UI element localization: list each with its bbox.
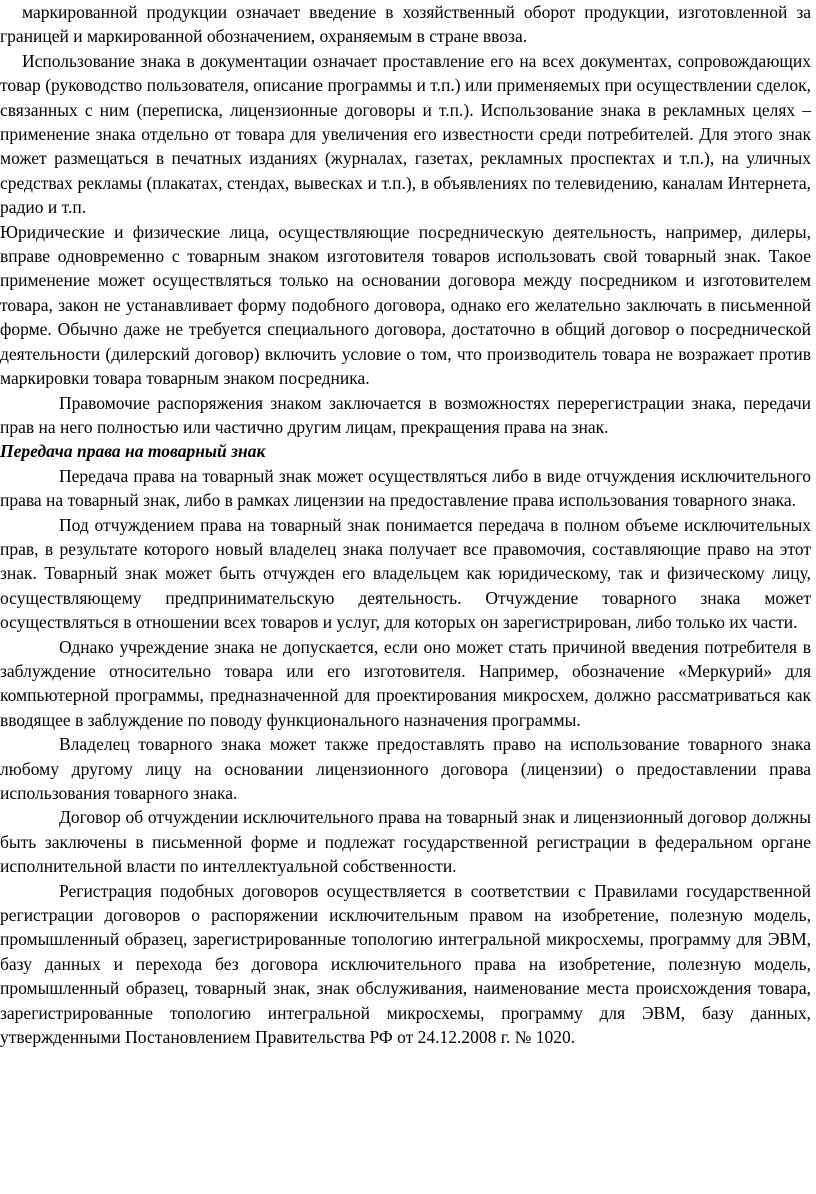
paragraph-misleading: Однако учреждение знака не допускается, если оно может стать причиной введения потребителя в заблуждение относительно товара или его изготовителя. Например, обозначение «Меркурий» для компьютерной программы, предназначенной для проектирования микросхем, должно рассматриваться как вводящее в заблуждение по поводу функционального назначения программы.	[0, 636, 811, 730]
paragraph-disposal-rights: Правомочие распоряжения знаком заключается в возможностях перерегистрации знака, передачи прав на него полностью или частично другим лицам, прекращения права на знак.	[0, 392, 811, 437]
section-heading: Передача права на товарный знак	[0, 441, 266, 462]
paragraph-alienation: Под отчуждением права на товарный знак понимается передача в полном объеме исключительных прав, в результате которого новый владелец знака получает все правомочия, составляющие право на этот знак. Товарный знак может быть отчужден его владельцем как юридическому, так и физическому лицу, осуществляющему предпринимательскую деятельность. Отчуждение товарного знака может осуществляться в отношении всех товаров и услуг, для которых он зарегистрирован, либо только их части.	[0, 514, 811, 633]
paragraph-written-form: Договор об отчуждении исключительного права на товарный знак и лицензионный договор должны быть заключены в письменной форме и подлежат государственной регистрации в федеральном органе исполнительной власти по интеллектуальной собственности.	[0, 807, 811, 877]
paragraph-license: Владелец товарного знака может также предоставлять право на использование товарного знака любому другому лицу на основании лицензионного договора (лицензии) о предоставлении права использования товарного знака.	[0, 734, 811, 803]
paragraph-intro-continuation: маркированной продукции означает введение в хозяйственный оборот продукции, изготовленной за границей и маркированной обозначением, охраняемым в стране ввоза.	[0, 2, 811, 47]
paragraph-transfer-forms: Передача права на товарный знак может осуществляться либо в виде отчуждения исключительного права на товарный знак, либо в рамках лицензии на предоставление права использования товарного знака.	[0, 465, 811, 511]
paragraph-documentation-use: Использование знака в документации означает проставление его на всех документах, сопровождающих товар (руководство пользователя, описание программы и т.п.) или применяемых при осуществлении сделок, связанных с ним (переписка, лицензионные договоры и т.п.). Использование знака в рекламных целях – применение знака отдельно от товара для увеличения его известности среди потребителей. Для этого знак может размещаться в печатных изданиях (журналах, газетах, рекламных проспектах и т.п.), на уличных средствах рекламы (плакатах, стендах, вывесках и т.п.), в объявлениях по телевидению, каналам Интернета, радио и т.п.	[0, 50, 811, 218]
paragraph-intermediaries: Юридические и физические лица, осуществляющие посредническую деятельность, например, дилеры, вправе одновременно с товарным знаком изготовителя товаров использовать свой товарный знак. Такое применение может осуществляться только на основании договора между посредником и изготовителем товара, закон не устанавливает форму подобного договора, однако его желательно заключать в письменной форме. Обычно даже не требуется специального договора, достаточно в общий договор о посреднической деятельности (дилерский договор) включить условие о том, что производитель товара не возражает против маркировки товара товарным знаком посредника.	[0, 221, 811, 389]
paragraph-registration-rules: Регистрация подобных договоров осуществляется в соответствии с Правилами государственной регистрации договоров о распоряжении исключительным правом на изобретение, полезную модель, промышленный образец, зарегистрированные топологию интегральной микросхемы, программу для ЭВМ, базу данных и перехода без договора исключительного права на изобретение, полезную модель, промышленный образец, товарный знак, знак обслуживания, наименование места происхождения товара, зарегистрированные топологию интегральной микросхемы, программу для ЭВМ, базу данных, утвержденными Постановлением Правительства РФ от 24.12.2008 г. № 1020.	[0, 880, 811, 1048]
